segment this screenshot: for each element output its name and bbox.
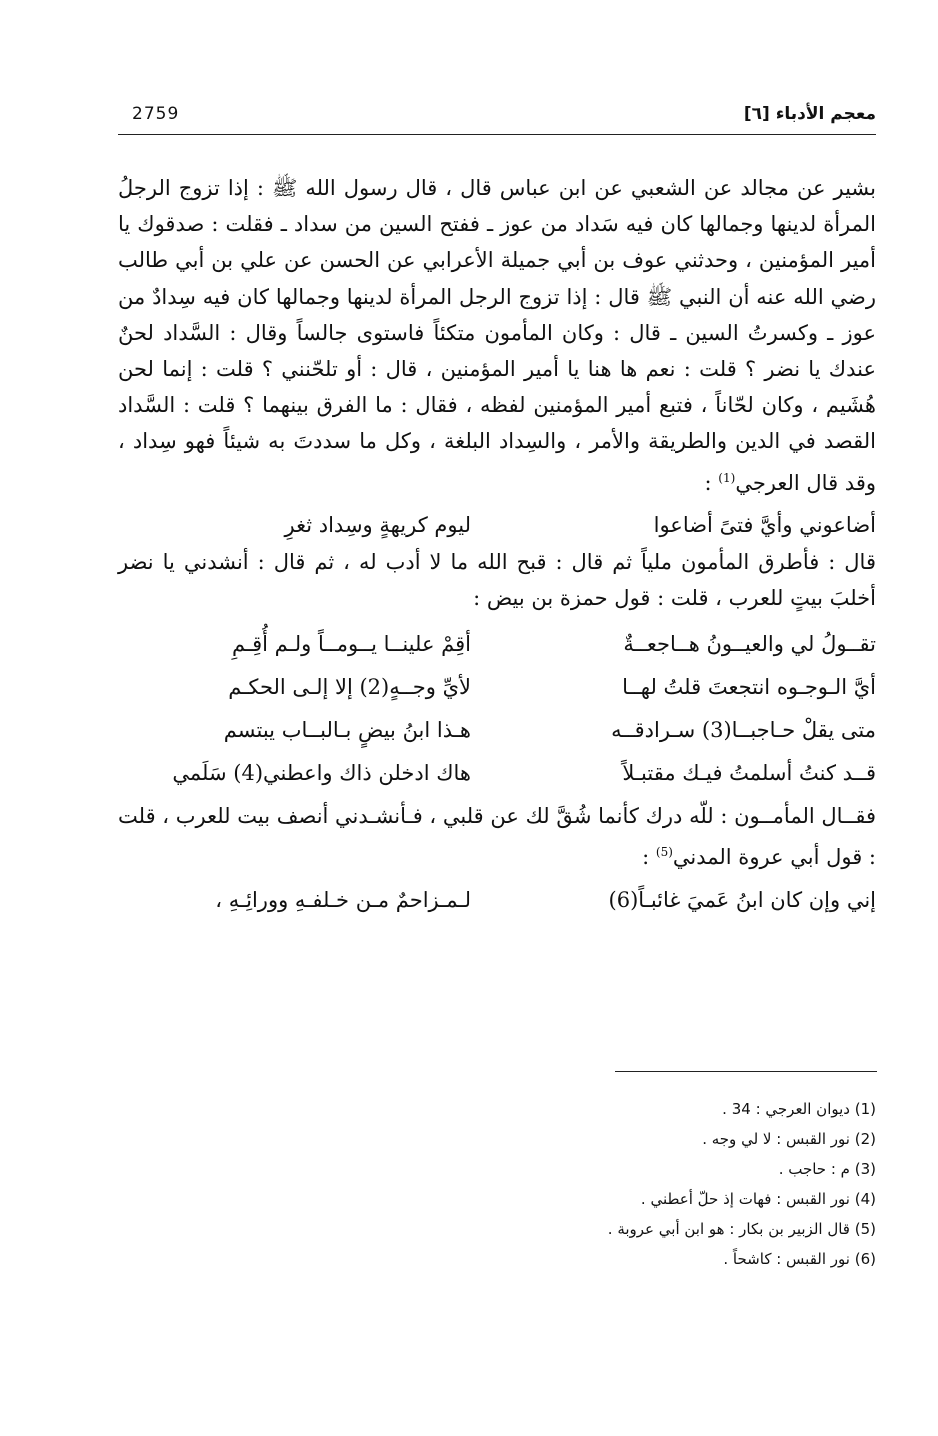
- footnote-2: (2) نور القبس : لا لي وجه .: [702, 1130, 876, 1148]
- paragraph-3-text: فقــال المأمــون : للّه درك كأنما شُقَّ لك عن قلبي ، فـأنشـدني أنصف بيت للعرب ، قلت : قول أبي عروة المدني: [118, 804, 876, 870]
- verse-line: [118, 620, 876, 663]
- verse-line: [118, 876, 876, 919]
- running-title: معجم الأدباء [٦]: [743, 104, 876, 124]
- verse-first-hemistich: أضاعوني وأيَّ فتىً أضاعوا: [653, 512, 876, 537]
- footnote-separator: [615, 1071, 877, 1072]
- paragraph-3: [118, 798, 876, 875]
- verse-block-2: [118, 620, 876, 792]
- footnote-6: (6) نور القبس : كاشحاً .: [723, 1250, 876, 1268]
- paragraph-1: [118, 170, 876, 501]
- paragraph-2: قال : فأطرق المأمون ملياً ثم قال : قبح الله ما لا أدب له ، ثم قال : أنشدني يا نضر أخلبَ بيتٍ للعرب ، قلت : قول حمزة بن بيض :: [118, 549, 876, 611]
- verse-first-hemistich: قــد كنتُ أسلمتُ فيـك مقتبـلاً: [622, 761, 876, 786]
- footnote-5: (5) قال الزبير بن بكار : هو ابن أبي عروبة .: [607, 1220, 876, 1238]
- verse-line: [118, 749, 876, 792]
- verse-first-hemistich: متى يقلْ حـاجبــا(3) سـرادقــه: [611, 718, 876, 743]
- verse-line: [118, 706, 876, 749]
- page-header: [118, 100, 876, 135]
- paragraph-1-text: بشير عن مجالد عن الشعبي عن ابن عباس قال ، قال رسول الله ﷺ : إذا تزوج الرجلُ المرأة لدينها وجمالها كان فيه سَداد من عوز ـ ففتح السين من سداد ـ فقلت : صدقوك يا أمير المؤمنين ، وحدثني عوف بن أبي جميلة الأعرابي عن الحسن عن علي بن أبي طالب رضي الله عنه أن النبي ﷺ قال : إذا تزوج الرجل المرأة لدينها وجمالها كان فيه سِدادٌ من عوز ـ وكسرتُ السين ـ قال : وكان المأمون متكئاً فاستوى جالساً وقال : السَّداد لحنٌ عندك يا نضر ؟ قلت : نعم ها هنا يا أمير المؤمنين ، قال : أو تلحّنني ؟ قلت : إنما لحن هُشَيم ، وكان لحّاناً ، فتبع أمير المؤمنين لفظه ، فقال : ما الفرق بينهما ؟ قلت : السَّداد القصد في الدين والطريقة والأمر ، والسِداد البلغة ، وكل ما سددتَ به شيئاً فهو سِداد ، وقد قال العرجي: [118, 176, 876, 495]
- verse-first-hemistich: تقــولُ لي والعيــونُ هــاجعــةٌ: [623, 632, 876, 657]
- verse-second-hemistich: ليوم كريهةٍ وسِداد ثغرِ: [284, 512, 471, 537]
- footnote-1: (1) ديوان العرجي : 34 .: [722, 1100, 876, 1118]
- footnote-ref-1: (1): [718, 470, 736, 485]
- main-text: [118, 170, 876, 919]
- verse-first-hemistich: أيَّ الـوجـوه انتجعتَ قلتُ لهــا: [622, 675, 876, 700]
- verse-block-3: [118, 876, 876, 919]
- verse-second-hemistich: هـذا ابنُ بيضٍ بـالبــاب يبتسم: [223, 718, 471, 743]
- footnote-ref-5: (5): [655, 845, 673, 860]
- verse-line: [118, 663, 876, 706]
- paragraph-1-end: :: [704, 470, 719, 495]
- verse-line: [118, 501, 876, 544]
- footnote-4: (4) نور القبس : فهات إذ حلّ أعطني .: [640, 1190, 876, 1208]
- footnotes: [118, 1094, 876, 1274]
- paragraph-3-end: :: [642, 845, 656, 870]
- verse-first-hemistich: إني وإن كان ابنُ عَميَ غائبـاً(6): [608, 887, 876, 912]
- verse-second-hemistich: لـمـزاحمٌ مـن خـلفـهِ وورائِـهِ ،: [215, 887, 471, 912]
- footnote-3: (3) م : حاجب .: [778, 1160, 876, 1178]
- verse-block-1: [118, 501, 876, 544]
- verse-second-hemistich: هاك ادخلن ذاك واعطني(4) سَلَمي: [172, 761, 471, 786]
- verse-second-hemistich: لأيِّ وجــهٍ(2) إلا إلـى الحكـم: [228, 675, 471, 700]
- verse-second-hemistich: أقِمْ علينــا يــومــاً ولـم أُقِـمِ: [231, 632, 471, 657]
- page-number: 2759: [132, 104, 180, 124]
